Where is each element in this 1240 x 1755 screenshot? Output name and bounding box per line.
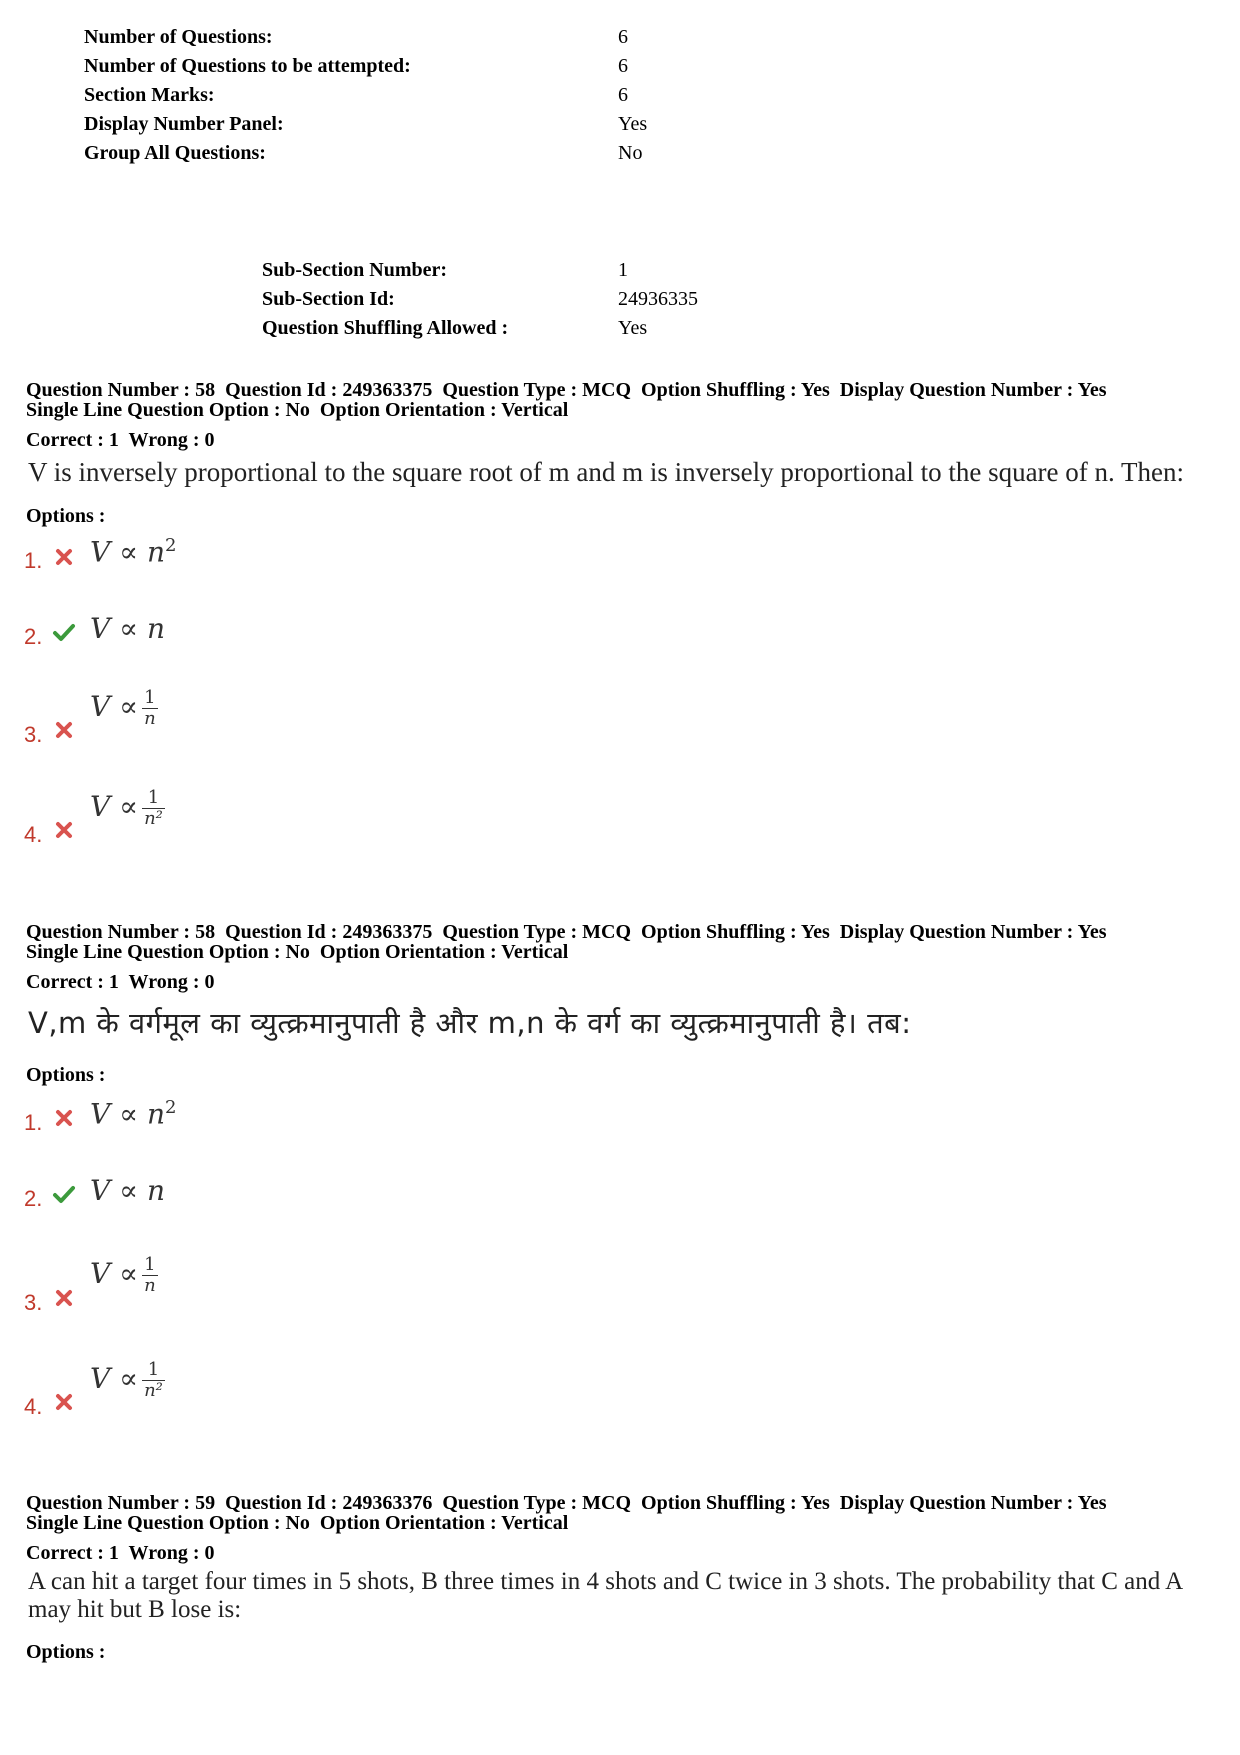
- option-number: 4.: [24, 1394, 43, 1419]
- question-header-line2: Single Line Question Option : No Option Orientation : Vertical: [26, 1512, 569, 1534]
- option-expr-text: V ∝: [90, 1362, 139, 1395]
- option-expr-text: V ∝: [90, 690, 139, 723]
- meta-value: No: [618, 142, 643, 164]
- meta-label: Display Number Panel:: [84, 113, 284, 135]
- question-text: V is inversely proportional to the square root of m and m is inversely proportional to the square of n. Then:: [28, 457, 1185, 487]
- option-number: 1.: [24, 548, 43, 573]
- question-header-line2: Single Line Question Option : No Option Orientation : Vertical: [26, 399, 569, 421]
- option-exponent: 2: [165, 1097, 177, 1118]
- option-expression: [90, 1360, 165, 1401]
- fraction-denominator: n²: [144, 808, 163, 829]
- option-expression: [90, 1255, 158, 1296]
- option-expr-text: V ∝ n: [90, 1174, 166, 1207]
- option-expr-text: V ∝ n: [90, 535, 166, 569]
- option-expression: [90, 788, 165, 829]
- fraction-numerator: 1: [142, 688, 158, 709]
- subsection-label: Sub-Section Number:: [262, 259, 448, 281]
- meta-label: Number of Questions:: [84, 26, 273, 48]
- options-label: Options :: [26, 1641, 106, 1663]
- option-fraction: [142, 1255, 158, 1296]
- fraction-denominator: n²: [144, 1380, 163, 1401]
- option-fraction: [142, 788, 165, 829]
- meta-value: 6: [618, 26, 628, 48]
- meta-label: Number of Questions to be attempted:: [84, 55, 411, 77]
- question-header-line2: Single Line Question Option : No Option Orientation : Vertical: [26, 941, 569, 963]
- question-text-line2: may hit but B lose is:: [28, 1596, 242, 1623]
- cross-icon: [52, 718, 76, 742]
- question-marks: Correct : 1 Wrong : 0: [26, 429, 215, 451]
- question-marks: Correct : 1 Wrong : 0: [26, 971, 215, 993]
- option-number: 1.: [24, 1110, 43, 1135]
- fraction-denominator: n: [144, 1275, 156, 1296]
- subsection-value: 24936335: [618, 288, 698, 310]
- subsection-label: Sub-Section Id:: [262, 288, 395, 310]
- option-fraction: [142, 688, 158, 729]
- question-header: Question Number : 58 Question Id : 249363375 Question Type : MCQ Option Shuffling : Yes Display Question Number : Yes: [26, 379, 1107, 401]
- fraction-numerator: 1: [142, 1255, 158, 1276]
- option-expression: [90, 1174, 165, 1207]
- meta-value: Yes: [618, 113, 648, 135]
- option-number: 4.: [24, 822, 43, 847]
- fraction-denominator: n: [144, 708, 156, 729]
- cross-icon: [52, 818, 76, 842]
- cross-icon: [52, 1390, 76, 1414]
- option-expression: [90, 688, 158, 729]
- cross-icon: [52, 1286, 76, 1310]
- fraction-numerator: 1: [142, 1360, 165, 1381]
- question-text: A can hit a target four times in 5 shots, B three times in 4 shots and C twice in 3 shots. The probability that C and A: [28, 1568, 1184, 1595]
- option-number: 2.: [24, 624, 43, 649]
- option-expr-text: V ∝ n: [90, 1097, 166, 1131]
- subsection-label: Question Shuffling Allowed :: [262, 317, 509, 339]
- meta-value: 6: [618, 55, 628, 77]
- options-label: Options :: [26, 505, 106, 527]
- option-expr-text: V ∝: [90, 790, 139, 823]
- meta-value: 6: [618, 84, 628, 106]
- option-number: 2.: [24, 1186, 43, 1211]
- cross-icon: [52, 545, 76, 569]
- check-icon: [52, 620, 76, 644]
- option-expr-text: V ∝ n: [90, 612, 166, 645]
- option-expression: [90, 1097, 176, 1130]
- subsection-value: 1: [618, 259, 628, 281]
- question-marks: Correct : 1 Wrong : 0: [26, 1542, 215, 1564]
- options-label: Options :: [26, 1064, 106, 1086]
- question-header: Question Number : 59 Question Id : 249363376 Question Type : MCQ Option Shuffling : Yes Display Question Number : Yes: [26, 1492, 1107, 1514]
- subsection-value: Yes: [618, 317, 648, 339]
- meta-label: Section Marks:: [84, 84, 215, 106]
- option-expression: [90, 612, 165, 645]
- option-fraction: [142, 1360, 165, 1401]
- check-icon: [52, 1182, 76, 1206]
- option-number: 3.: [24, 1290, 43, 1315]
- meta-label: Group All Questions:: [84, 142, 266, 164]
- fraction-numerator: 1: [142, 788, 165, 809]
- cross-icon: [52, 1106, 76, 1130]
- question-header: Question Number : 58 Question Id : 249363375 Question Type : MCQ Option Shuffling : Yes Display Question Number : Yes: [26, 921, 1107, 943]
- option-exponent: 2: [165, 535, 177, 556]
- question-text: V,m के वर्गमूल का व्युत्क्रमानुपाती है और m,n के वर्ग का व्युत्क्रमानुपाती है। तब:: [28, 1006, 912, 1040]
- option-number: 3.: [24, 722, 43, 747]
- option-expr-text: V ∝: [90, 1257, 139, 1290]
- option-expression: [90, 535, 176, 568]
